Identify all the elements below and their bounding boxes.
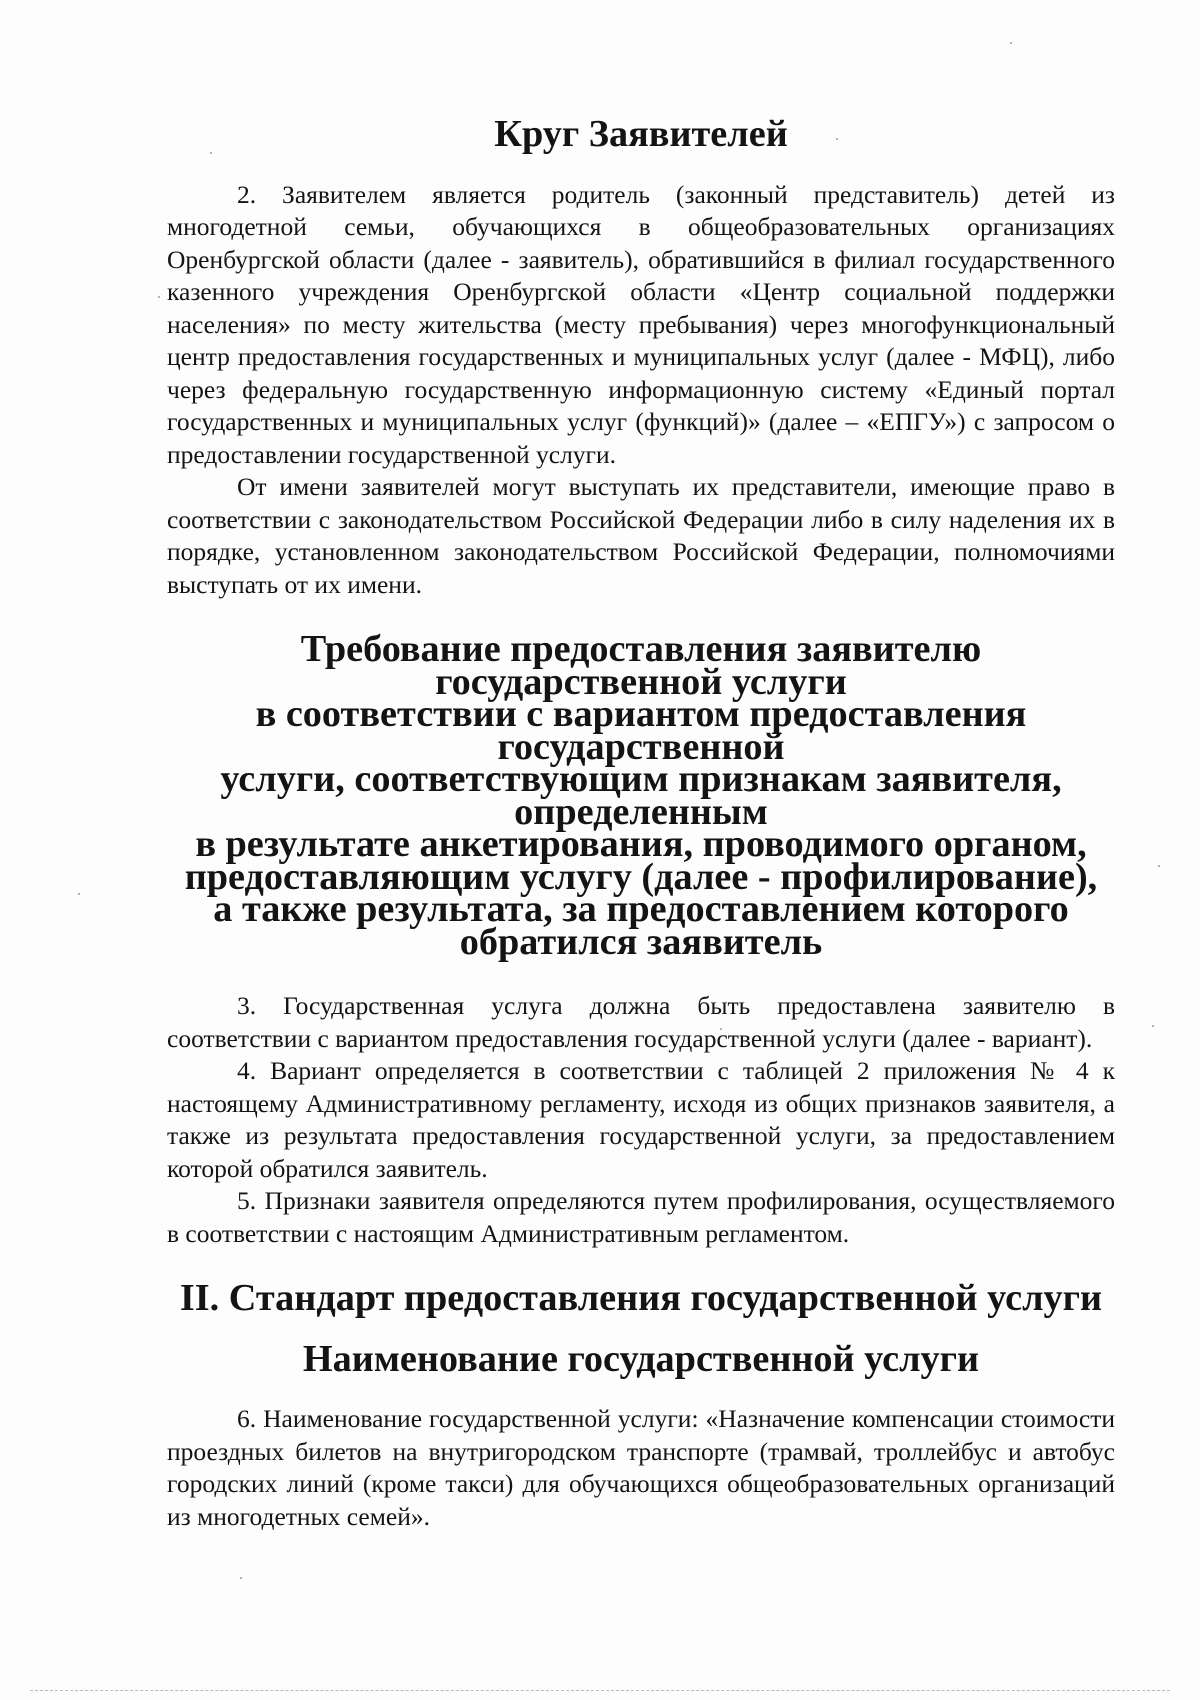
spacer <box>167 958 1115 990</box>
section-heading-variant-requirement <box>167 628 1115 963</box>
scan-speck <box>1158 865 1160 867</box>
heading-line: обратился заявитель <box>459 920 823 963</box>
scan-edge-line <box>30 1690 1170 1692</box>
scan-speck <box>1152 1025 1154 1027</box>
heading-line: в результате анкетирования, проводимого органом, <box>195 823 1087 865</box>
scan-speck <box>240 1577 242 1579</box>
section-heading-applicants <box>167 113 1115 155</box>
heading-line: Круг Заявителей <box>494 113 788 155</box>
scan-speck <box>1010 42 1012 44</box>
paragraph-4: 4. Вариант определяется в соответствии с таблицей 2 приложения № 4 к настоящему Административному регламенту, исходя из общих признаков заявителя, а также из результата предоставления государственной услуги, за предоставлением которой обратился заявитель. <box>167 1056 1115 1183</box>
section-heading-service-name <box>167 1337 1115 1380</box>
heading-line: в соответствии с вариантом предоставления государственной <box>255 693 1027 768</box>
document-body <box>167 113 1115 1533</box>
scan-speck <box>158 296 160 298</box>
paragraph-representatives: От имени заявителей могут выступать их представители, имеющие право в соответствии с законодательством Российской Федерации либо в силу наделения их в порядке, установленном законодательством Российской Федерации, полномочиями выступать от их имени. <box>167 472 1115 599</box>
paragraph-3: 3. Государственная услуга должна быть предоставлена заявителю в соответствии с вариантом предоставления государственной услуги (далее - вариант). <box>167 991 1115 1053</box>
heading-line: II. Стандарт предоставления государственной услуги <box>179 1277 1103 1319</box>
heading-line: Наименование государственной услуги <box>302 1337 980 1380</box>
paragraph-6: 6. Наименование государственной услуги: «Назначение компенсации стоимости проездных билетов на внутригородском транспорте (трамвай, троллейбус и автобус городских линий (кроме такси) для обучающихся общеобразовательных организаций из многодетных семей». <box>167 1404 1115 1531</box>
heading-line: Требование предоставления заявителю государственной услуги <box>300 628 982 703</box>
paragraph-2: 2. Заявителем является родитель (законный представитель) детей из многодетной семьи, обучающихся в общеобразовательных организациях Оренбургской области (далее - заявитель), обратившийся в филиал государственного казенного учреждения Оренбургской области «Центр социальной поддержки населения» по месту жительства (месту пребывания) через многофункциональный центр предоставления государственных и муниципальных услуг (далее - МФЦ), либо через федеральную государственную информационную систему «Единый портал государственных и муниципальных услуг (функций)» (далее – «ЕПГУ») с запросом о предоставлении государственной услуги. <box>167 179 1115 469</box>
scan-speck <box>78 893 80 895</box>
paragraph-5: 5. Признаки заявителя определяются путем профилирования, осуществляемого в соответствии с настоящим Административным регламентом. <box>167 1186 1115 1248</box>
heading-line: услуги, соответствующим признакам заявителя, определенным <box>220 758 1062 833</box>
heading-line: предоставляющим услугу (далее - профилирование), <box>184 855 1098 898</box>
chapter-heading-standard <box>167 1277 1115 1319</box>
heading-line: а также результата, за предоставлением которого <box>213 888 1069 930</box>
